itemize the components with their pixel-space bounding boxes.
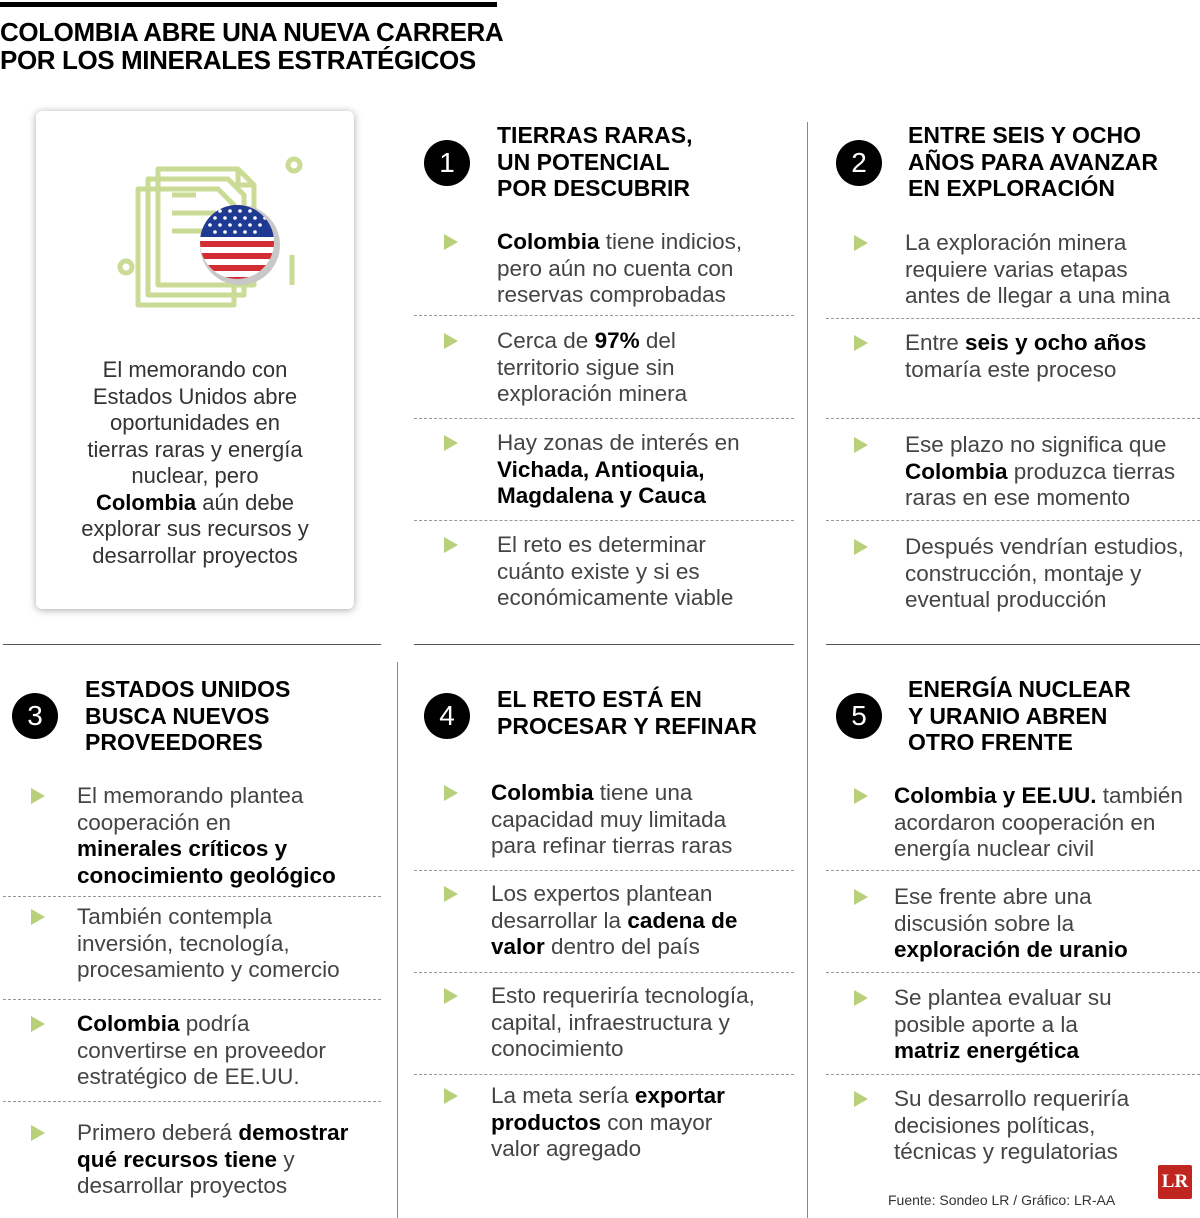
list-item-line [77,863,336,890]
list-item [497,229,742,309]
list-item-line [497,229,742,256]
section-title-line: OTRO FRENTE [908,729,1073,755]
emphasis-text: exportar [634,1083,725,1108]
emphasis-text: Colombia y EE.UU. [894,783,1097,808]
item-separator [826,418,1200,419]
body-text: construcción, montaje y [905,560,1142,586]
list-item-line [497,381,687,408]
list-item-line [894,911,1128,938]
body-text: Después vendrían estudios, [905,534,1184,559]
bullet-arrow-icon [444,886,458,902]
section-title-line: PROVEEDORES [85,729,263,755]
section-number-badge: 3 [12,693,58,739]
item-separator [3,999,381,1000]
list-item-line [77,1038,326,1065]
section-title [497,122,693,202]
body-text: decisiones políticas, [894,1112,1096,1138]
body-text: estratégico de EE.UU. [77,1064,300,1089]
body-text: inversión, tecnología, [77,930,290,956]
list-item-line [491,983,755,1010]
list-item-line [497,328,687,355]
bullet-arrow-icon [444,435,458,451]
bullet-arrow-icon [854,788,868,804]
body-text: Hay zonas de interés en [497,430,740,455]
intro-text [42,357,348,569]
list-item-line [497,483,740,510]
body-text: exploración minera [497,381,688,406]
body-text: económicamente viable [497,585,734,610]
body-text: Los expertos plantean [491,881,713,906]
body-text: valor agregado [491,1136,642,1161]
intro-line: nuclear, pero [131,463,259,488]
emphasis-text: conocimiento geológico [77,862,336,888]
list-item-line [894,810,1183,837]
body-text: acordaron cooperación en [894,809,1156,835]
list-item-line [497,256,742,283]
lr-logo: LR [1158,1165,1192,1199]
list-item-line [894,937,1128,964]
body-text: El reto es determinar [497,532,706,557]
body-text: con mayor [601,1109,713,1135]
list-item [497,532,733,612]
list-item [77,783,336,889]
emphasis-text: cadena de [627,907,738,933]
emphasis-text: Colombia [497,229,600,254]
body-text: reservas comprobadas [497,282,726,307]
emphasis-text: minerales críticos y [77,836,288,861]
bullet-arrow-icon [31,1125,45,1141]
body-text: Entre [905,330,966,355]
item-separator [826,1074,1200,1075]
page-title [0,18,560,74]
section-number-badge: 2 [836,140,882,186]
list-item-line [894,1139,1129,1166]
bullet-arrow-icon [444,333,458,349]
section-title-line: Y URANIO ABREN [908,702,1108,729]
body-text: El memorando plantea [77,783,304,808]
bullet-arrow-icon [444,537,458,553]
emphasis-text: matriz energética [894,1038,1080,1063]
section-title-line: ENERGÍA NUCLEAR [908,676,1131,702]
section-title [497,686,757,739]
section-title-line: POR DESCUBRIR [497,175,690,201]
emphasis-text: exploración de uranio [894,937,1128,962]
list-item-line [497,355,687,382]
body-text: desarrollar proyectos [77,1173,288,1198]
list-item-line [905,459,1175,486]
body-text: Su desarrollo requeriría [894,1086,1130,1111]
bullet-arrow-icon [31,1016,45,1032]
section-title-line: EN EXPLORACIÓN [908,175,1116,201]
bullet-arrow-icon [854,539,868,555]
body-text: Ese plazo no significa que [905,432,1167,457]
list-item-line [905,230,1170,257]
documents-with-us-flag-icon [116,155,306,315]
row-divider [826,644,1200,645]
list-item-line [905,485,1175,512]
list-item-line [905,283,1170,310]
list-item-line [77,836,336,863]
body-text: La meta sería [491,1083,635,1108]
emphasis-text: productos [491,1109,601,1135]
list-item-line [491,807,732,834]
body-text: para refinar tierras raras [491,833,733,858]
body-text: produzca tierras [1007,458,1176,484]
bullet-arrow-icon [854,889,868,905]
emphasis-text: Magdalena y Cauca [497,483,706,508]
body-text: Esto requeriría tecnología, [491,983,755,1008]
item-separator [414,972,794,973]
item-separator [414,520,794,521]
body-text: podría [179,1011,250,1036]
body-text: raras en ese momento [905,485,1131,510]
list-item-line [491,1083,725,1110]
list-item-line [894,884,1128,911]
list-item-line [894,836,1183,863]
list-item-line [77,810,336,837]
body-text: discusión sobre la [894,910,1075,936]
body-text: La exploración minera [905,230,1127,255]
list-item-line [497,457,740,484]
intro-line: El memorando con [102,357,288,382]
list-item-line [905,257,1170,284]
emphasis-text: Colombia [491,780,594,805]
list-item-line [894,1113,1129,1140]
list-item-line [77,1173,348,1200]
body-text: requiere varias etapas [905,256,1128,282]
section-title-line: ESTADOS UNIDOS [85,676,291,702]
list-item-line [905,561,1184,588]
list-item-line [491,833,732,860]
intro-card [36,111,354,609]
intro-line [42,490,348,517]
item-separator [826,520,1200,521]
section-title-line: ENTRE SEIS Y OCHO [908,122,1142,148]
list-item [894,1086,1129,1166]
list-item-line [491,1136,725,1163]
intro-line: desarrollar proyectos [92,542,298,568]
intro-line: oportunidades en [109,410,281,435]
body-text: Primero deberá [77,1120,239,1145]
list-item-line [894,985,1112,1012]
item-separator [414,870,794,871]
body-text: cuánto existe y si es [497,558,700,584]
body-text: También contempla [77,904,273,929]
list-item-line [894,1038,1112,1065]
list-item [905,330,1146,383]
bullet-arrow-icon [444,234,458,250]
bullet-arrow-icon [854,235,868,251]
list-item [894,783,1183,863]
item-separator [826,870,1200,871]
list-item-line [77,1011,326,1038]
list-item-line [491,1010,755,1037]
row-divider [414,644,794,645]
list-item-line [491,780,732,807]
bullet-arrow-icon [444,1088,458,1104]
section-title-line: EL RETO ESTÁ EN [497,686,702,712]
page-title-line-1: COLOMBIA ABRE UNA NUEVA CARRERA [0,17,504,47]
body-text: Ese frente abre una [894,884,1092,909]
list-item-line [905,432,1175,459]
list-item-line [491,1036,755,1063]
body-text: territorio sigue sin [497,354,675,380]
intro-line: Estados Unidos abre [92,383,298,409]
list-item-line [905,587,1184,614]
body-text: pero aún no cuenta con [497,255,734,281]
bullet-arrow-icon [444,785,458,801]
column-divider [397,662,398,1218]
list-item [491,1083,725,1163]
list-item [491,881,737,961]
list-item-line [905,330,1146,357]
list-item [905,230,1170,310]
list-item-line [77,1064,326,1091]
list-item-line [77,957,340,984]
list-item-line [905,534,1184,561]
source-credit: Fuente: Sondeo LR / Gráfico: LR-AA [888,1192,1116,1208]
bullet-arrow-icon [854,335,868,351]
item-separator [414,315,794,316]
body-text: eventual producción [905,587,1107,612]
list-item-line [77,904,340,931]
emphasis-text: Colombia [77,1011,180,1036]
emphasis-text: Colombia [905,458,1008,484]
emphasis-text: seis y ocho años [965,330,1147,355]
body-text: tiene una [593,780,693,805]
item-separator [414,1074,794,1075]
list-item [77,904,340,984]
bullet-arrow-icon [444,988,458,1004]
list-item-line [905,357,1146,384]
list-item-line [491,881,737,908]
body-text: también [1096,783,1183,808]
body-text: tomaría este proceso [905,356,1117,382]
bullet-arrow-icon [854,990,868,1006]
body-text: procesamiento y comercio [77,957,340,982]
list-item-line [497,585,733,612]
list-item-line [77,1147,348,1174]
section-number-badge: 4 [424,693,470,739]
item-separator [826,972,1200,973]
list-item [497,328,687,408]
intro-line: tierras raras y energía [87,436,303,462]
section-title-line: AÑOS PARA AVANZAR [908,148,1159,175]
list-item [77,1011,326,1091]
section-title [85,676,290,756]
body-text: posible aporte a la [894,1011,1078,1037]
emphasis-text: valor [491,934,545,959]
bullet-arrow-icon [854,437,868,453]
body-text: tiene indicios, [599,229,743,254]
bullet-arrow-icon [31,788,45,804]
list-item-line [491,908,737,935]
list-item [491,780,732,860]
emphasis-text: demostrar [238,1120,349,1145]
list-item [77,1120,348,1200]
list-item [894,884,1128,964]
list-item [905,432,1175,512]
body-text: capacidad muy limitada [491,806,727,832]
body-text: conocimiento [491,1036,624,1061]
section-title-line: PROCESAR Y REFINAR [497,712,757,739]
emphasis-text: 97% [594,328,640,353]
list-item-line [497,559,733,586]
body-text: técnicas y regulatorias [894,1139,1118,1164]
column-divider [807,122,808,1218]
list-item [894,985,1112,1065]
intro-bold: Colombia [95,489,197,515]
intro-line-tail: aún debe [196,489,295,515]
emphasis-text: qué recursos tiene [77,1146,278,1172]
intro-line: explorar sus recursos y [81,516,309,541]
item-separator [3,896,381,897]
body-text: capital, infraestructura y [491,1009,730,1035]
list-item [497,430,740,510]
page-title-line-2: POR LOS MINERALES ESTRATÉGICOS [0,45,476,75]
section-title [908,676,1131,756]
list-item [905,534,1184,614]
body-text: y [277,1146,295,1172]
item-separator [414,418,794,419]
list-item-line [497,532,733,559]
list-item [491,983,755,1063]
title-rule [0,2,497,7]
body-text: convertirse en proveedor [77,1037,326,1063]
body-text: energía nuclear civil [894,836,1095,861]
section-number-badge: 5 [836,693,882,739]
item-separator [826,318,1200,319]
section-title-line: BUSCA NUEVOS [85,702,270,729]
list-item-line [491,934,737,961]
body-text: cooperación en [77,809,231,835]
list-item-line [491,1110,725,1137]
section-title-line: UN POTENCIAL [497,148,670,175]
body-text: Cerca de [497,328,595,353]
item-separator [3,1101,381,1102]
list-item-line [497,282,742,309]
bullet-arrow-icon [854,1091,868,1107]
section-number-badge: 1 [424,140,470,186]
emphasis-text: Vichada, Antioquia, [497,456,705,482]
body-text: dentro del país [544,934,700,959]
section-title-line: TIERRAS RARAS, [497,122,693,148]
body-text: desarrollar la [491,907,628,933]
list-item-line [77,783,336,810]
body-text: del [639,328,676,353]
list-item-line [894,1012,1112,1039]
list-item-line [894,783,1183,810]
list-item-line [497,430,740,457]
section-title [908,122,1158,202]
list-item-line [77,931,340,958]
row-divider [3,644,381,645]
list-item-line [894,1086,1129,1113]
body-text: antes de llegar a una mina [905,283,1171,308]
body-text: Se plantea evaluar su [894,985,1112,1010]
bullet-arrow-icon [31,909,45,925]
list-item-line [77,1120,348,1147]
